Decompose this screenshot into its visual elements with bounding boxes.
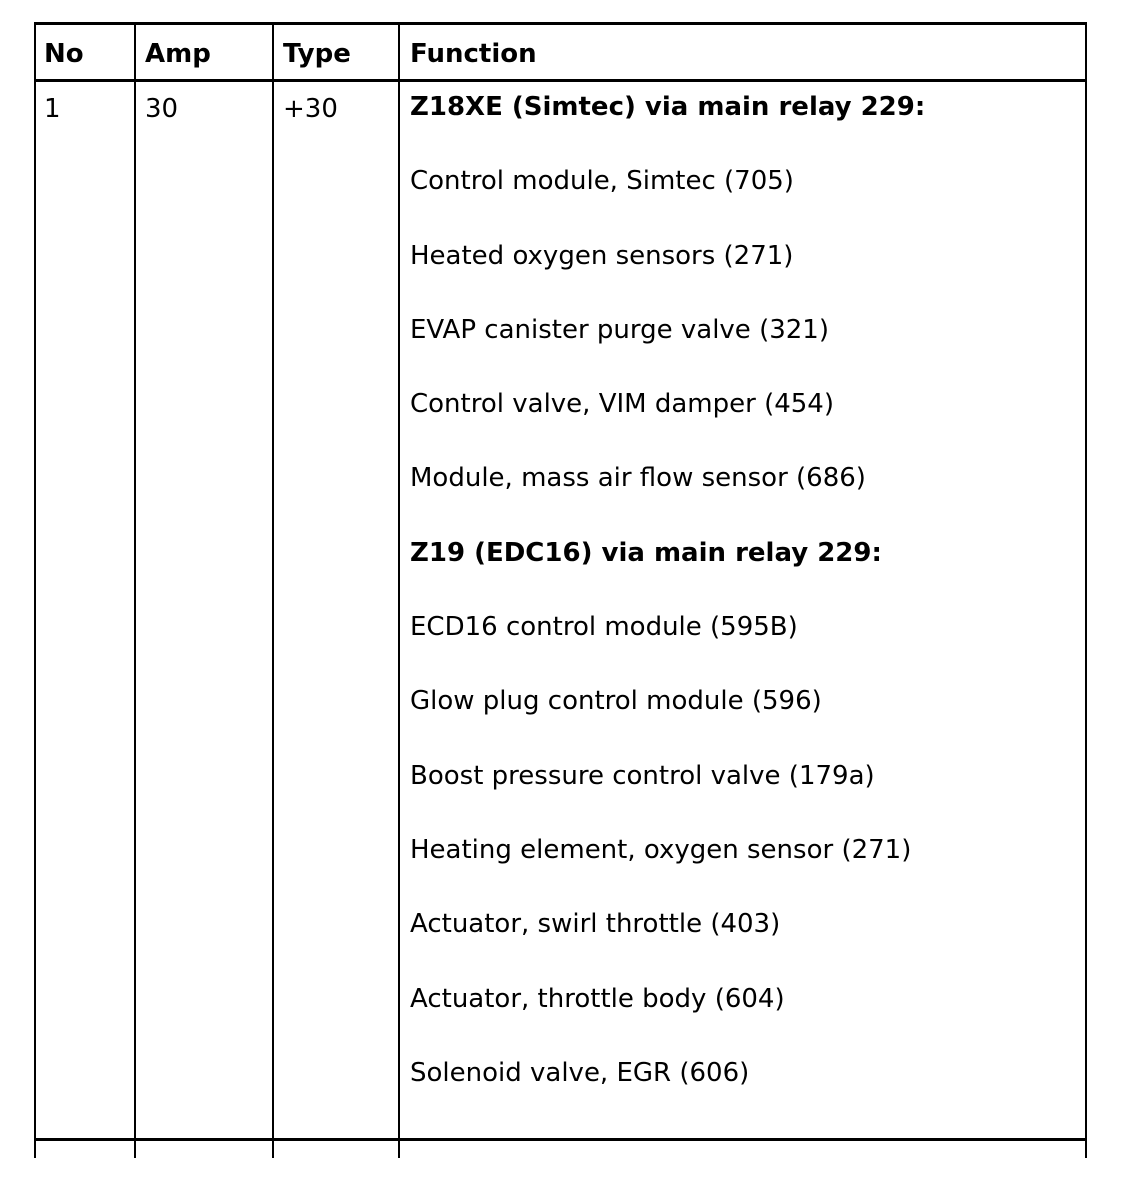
function-item: Glow plug control module (596): [410, 686, 822, 717]
function-item: Solenoid valve, EGR (606): [410, 1057, 750, 1088]
function-item: Actuator, swirl throttle (403): [410, 909, 781, 940]
column-divider-no-amp: [134, 22, 136, 1158]
column-divider-type-function: [398, 22, 400, 1158]
header-type: Type: [283, 39, 351, 69]
header-no: No: [44, 39, 84, 69]
row-1-function-list: [410, 92, 925, 1132]
function-item: Heated oxygen sensors (271): [410, 240, 794, 271]
header-amp: Amp: [145, 39, 211, 69]
function-item: Module, mass air flow sensor (686): [410, 463, 866, 494]
header-bottom-border: [34, 79, 1087, 82]
row-1-no: 1: [44, 94, 61, 124]
function-item: Heating element, oxygen sensor (271): [410, 834, 912, 865]
table-right-border: [1085, 22, 1087, 1158]
row-bottom-border: [34, 1138, 1087, 1141]
function-item: EVAP canister purge valve (321): [410, 314, 829, 345]
row-1-type: +30: [283, 94, 338, 124]
function-group-heading: Z19 (EDC16) via main relay 229:: [410, 537, 882, 568]
function-item: Actuator, throttle body (604): [410, 983, 785, 1014]
function-group-heading: Z18XE (Simtec) via main relay 229:: [410, 92, 926, 122]
row-1-amp: 30: [145, 94, 179, 124]
header-function: Function: [410, 39, 537, 69]
table-top-border: [34, 22, 1087, 25]
function-item: Control valve, VIM damper (454): [410, 389, 834, 420]
fuse-table: [34, 22, 1087, 1158]
function-item: ECD16 control module (595B): [410, 612, 798, 643]
column-divider-amp-type: [272, 22, 274, 1158]
table-left-border: [34, 22, 36, 1158]
function-item: Boost pressure control valve (179a): [410, 760, 875, 791]
function-item: Control module, Simtec (705): [410, 166, 794, 197]
